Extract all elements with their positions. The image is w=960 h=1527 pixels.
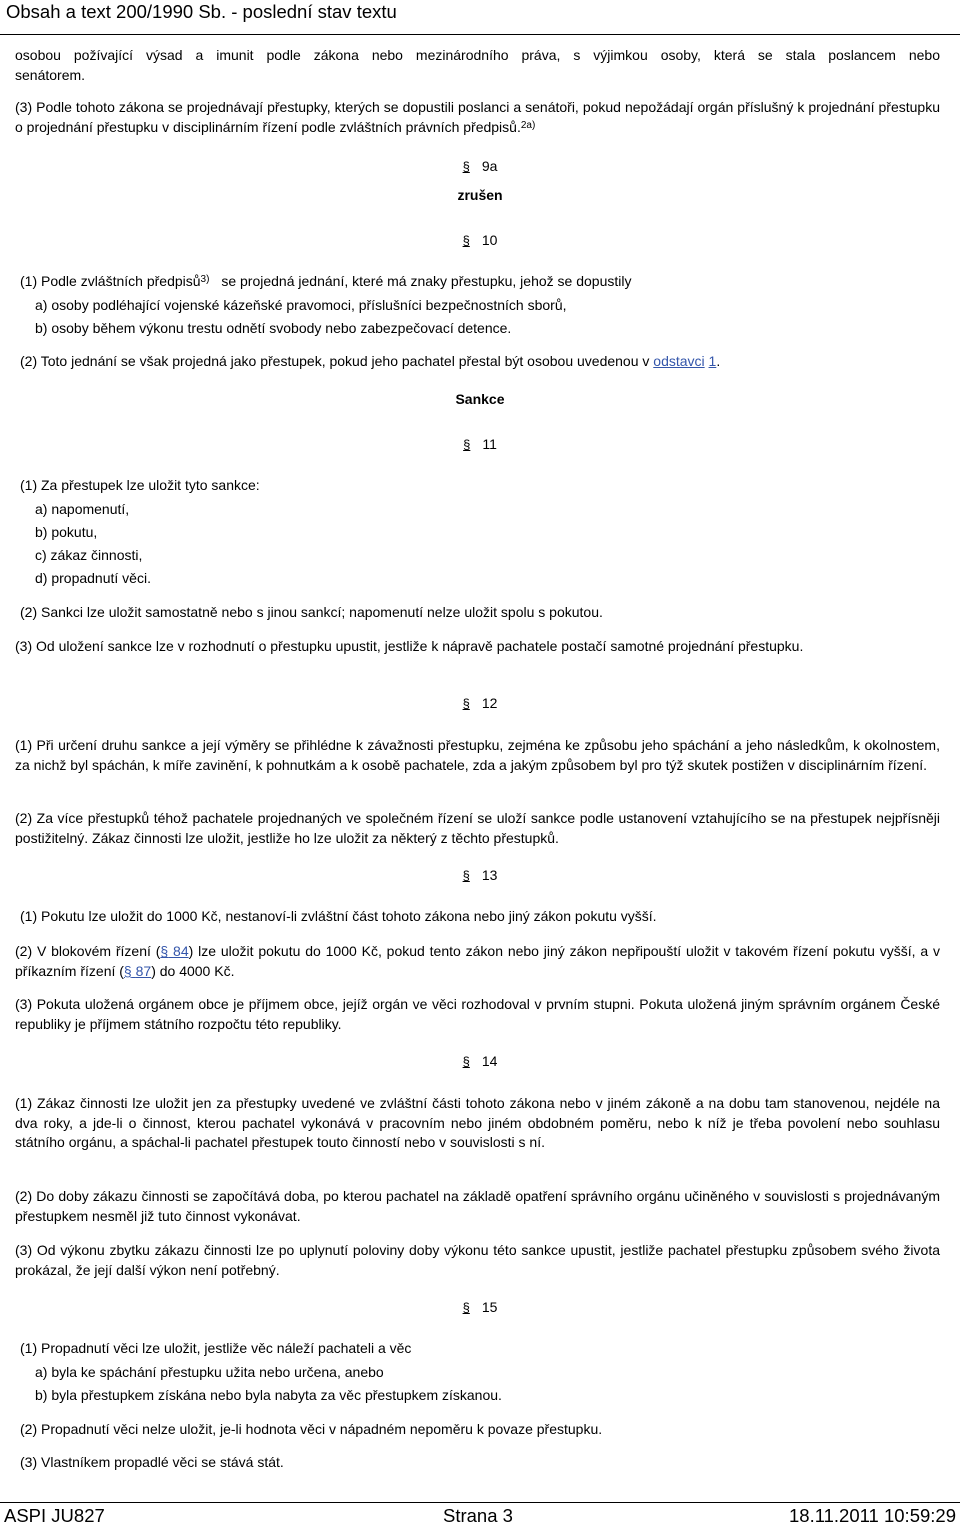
document-title: Obsah a text 200/1990 Sb. - poslední stav textu — [6, 1, 397, 22]
section-symbol: § — [462, 159, 470, 174]
paragraph-15-2: (2) Propadnutí věci nelze uložit, je-li hodnota věci v nápadném nepoměru k povaze přestupku. — [20, 1421, 603, 1437]
paragraph-14-3: (3) Od výkonu zbytku zákazu činnosti lze po uplynutí poloviny doby výkonu této sankce upustit, jestliže pachatel přestupku způsobem svého života prokázal, že její další výkon není potřebný. — [15, 1242, 940, 1278]
paragraph-text: ) lze uložit pokutu do 1000 Kč, pokud tento zákon nebo jiný zákon nepřipouští uložit v takovém řízení pokutu vyšší, a v příkazním řízení ( — [15, 943, 941, 979]
paragraph-12-1: (1) Při určení druhu sankce a její výměry se přihlédne k závažnosti přestupku, zejména ke způsobu jeho spáchání a jeho následkům, k okolnostem, za nichž byl spáchán, k míře zavinění, k pohnutkám a k osobě pachatele, zda a jakým způsobem byl pro týž skutek postižen v disciplinárním řízení. — [15, 737, 940, 773]
section-11-heading — [440, 435, 520, 454]
paragraph-10-2: (2) Toto jednání se však projedná jako přestupek, pokud jeho pachatel přestal být osobou uvedenou v odstavci 1. — [20, 353, 721, 369]
paragraph-text: (3) Podle tohoto zákona se projednávají přestupky, kterých se dopustili poslanci a senátoři, pokud nepožádají orgán příslušný k projednání přestupku o projednání přestupku v disciplinárním řízení podle zvláštních právních předpisů. — [15, 99, 940, 135]
section-symbol: § — [462, 1054, 470, 1069]
section-number: 9a — [481, 158, 498, 174]
link-section-84[interactable]: § 84 — [160, 943, 189, 959]
footnote-ref[interactable]: 3) — [200, 274, 210, 285]
paragraph-text: ) do 4000 Kč. — [151, 962, 235, 979]
section-number: 12 — [481, 695, 498, 711]
paragraph-15-1: (1) Propadnutí věci lze uložit, jestliže věc náleží pachateli a věc — [20, 1340, 412, 1356]
paragraph-10-1 — [20, 272, 945, 292]
footer-document-id: ASPI JU827 — [4, 1505, 105, 1526]
section-number: 13 — [481, 867, 498, 883]
section-12-heading — [440, 694, 520, 713]
link-odstavci[interactable]: odstavci — [653, 353, 705, 369]
paragraph-line: osobou požívající výsad a imunit podle zákona nebo mezinárodního práva, s výjimkou osoby, která se stala poslancem nebo — [15, 47, 940, 63]
section-9a-status: zrušen — [457, 187, 503, 203]
paragraph-13-1: (1) Pokutu lze uložit do 1000 Kč, nestanoví-li zvláštní část tohoto zákona nebo jiný zákon pokutu vyšší. — [20, 908, 657, 924]
paragraph-11-2: (2) Sankci lze uložit samostatně nebo s jinou sankcí; napomenutí nelze uložit spolu s pokutou. — [20, 604, 603, 620]
paragraph-line: senátorem. — [15, 66, 86, 83]
list-item: b) pokutu, — [35, 524, 98, 540]
section-9a-heading — [440, 157, 520, 176]
paragraph-11-3: (3) Od uložení sankce lze v rozhodnutí o přestupku upustit, jestliže k nápravě pachatele postačí samotné projednání přestupku. — [15, 638, 804, 654]
section-14-heading — [440, 1052, 520, 1071]
paragraph-text: (1) Podle zvláštních předpisů — [20, 273, 201, 289]
paragraph-13-3: (3) Pokuta uložená orgánem obce je příjmem obce, jejíž orgán ve věci rozhodoval v prvním stupni. Pokuta uložená jiným správním orgánem České republiky je příjmem státního rozpočtu této republiky. — [15, 996, 940, 1032]
list-item: d) propadnutí věci. — [35, 570, 151, 586]
link-section-87[interactable]: § 87 — [123, 962, 152, 979]
section-number: 10 — [481, 232, 498, 248]
section-number: 11 — [482, 436, 497, 452]
section-symbol: § — [463, 437, 471, 452]
section-symbol: § — [462, 868, 470, 883]
paragraph-9-3 — [15, 98, 940, 137]
section-number: 15 — [481, 1299, 498, 1315]
footer-divider — [0, 1502, 960, 1503]
paragraph-13-2 — [15, 942, 940, 981]
header-divider — [0, 34, 960, 35]
list-item: a) byla ke spáchání přestupku užita nebo určena, anebo — [35, 1364, 384, 1380]
paragraph-14-2: (2) Do doby zákazu činnosti se započítává doba, po kterou pachatel na základě opatření správního orgánu učiněného v souvislosti s projednávaným přestupkem nesměl již tuto činnost vykonávat. — [15, 1188, 940, 1224]
list-item: a) osoby podléhající vojenské kázeňské pravomoci, příslušníci bezpečnostních sborů, — [35, 297, 567, 313]
list-item: b) byla přestupkem získána nebo byla nabyta za věc přestupkem získanou. — [35, 1387, 502, 1403]
footer-page-number: Strana 3 — [443, 1505, 513, 1526]
list-item: c) zákaz činnosti, — [35, 547, 143, 563]
paragraph-14-1: (1) Zákaz činnosti lze uložit jen za přestupky uvedené ve zvláštní části tohoto zákona nebo v jiném zákoně a na dobu tam stanovenou, nejdéle na dva roky, a jde-li o činnost, kterou pachatel vykonává v pracovním nebo jiném obdobném poměru, nebo k níž je třeba povolení nebo souhlasu státního orgánu, a spáchal-li pachatel přestupek touto činností nebo v souvislosti s ní. — [15, 1095, 940, 1150]
part-heading-sankce: Sankce — [455, 391, 505, 407]
document-header — [0, 0, 960, 24]
footer-timestamp: 18.11.2011 10:59:29 — [789, 1505, 956, 1526]
paragraph-11-1: (1) Za přestupek lze uložit tyto sankce: — [20, 477, 260, 493]
section-number: 14 — [481, 1053, 498, 1069]
paragraph-text: se projedná jednání, které má znaky přestupku, jehož se dopustily — [217, 273, 632, 289]
paragraph-continuation — [15, 46, 940, 85]
list-item: b) osoby během výkonu trestu odnětí svobody nebo zabezpečovací detence. — [35, 320, 512, 336]
section-10-heading — [440, 231, 520, 250]
section-symbol: § — [462, 1300, 470, 1315]
link-odstavec-1[interactable]: 1 — [708, 353, 717, 369]
section-symbol: § — [462, 233, 470, 248]
footnote-ref[interactable]: 2a) — [520, 119, 536, 131]
section-symbol: § — [462, 696, 470, 711]
section-13-heading — [440, 866, 520, 885]
paragraph-text: (2) Toto jednání se však projedná jako přestupek, pokud jeho pachatel přestal být osobou uvedenou v — [20, 353, 654, 369]
paragraph-15-3: (3) Vlastníkem propadlé věci se stává stát. — [20, 1454, 284, 1470]
paragraph-text: (2) V blokovém řízení ( — [15, 943, 161, 959]
paragraph-12-2: (2) Za více přestupků téhož pachatele projednaných ve společném řízení se uloží sankce podle ustanovení vztahujícího se na přestupek nejpřísněji postižitelný. Zákaz činnosti lze uložit, jestliže ho lze uložit za některý z těchto přestupků. — [15, 810, 940, 846]
list-item: a) napomenutí, — [35, 501, 130, 517]
section-15-heading — [440, 1298, 520, 1317]
